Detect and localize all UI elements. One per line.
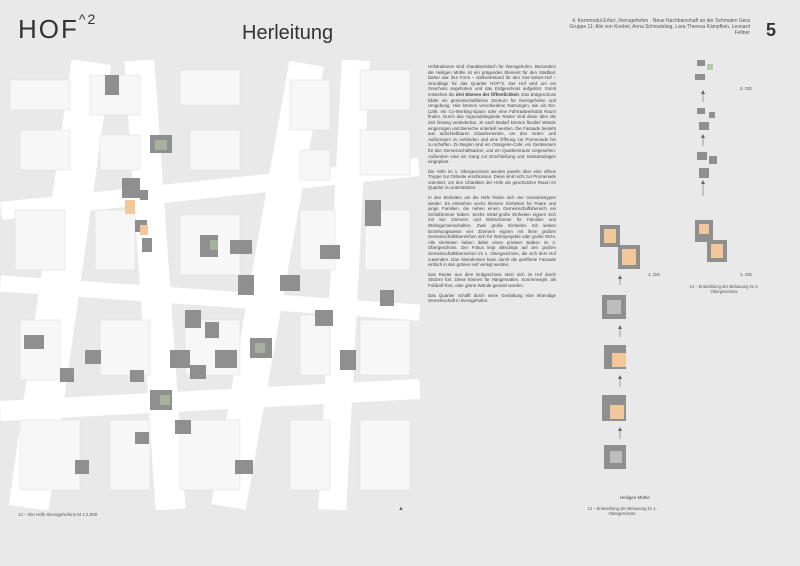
stage-2og-final — [695, 60, 713, 80]
stage-4 — [602, 395, 626, 421]
stage-2 — [602, 295, 626, 319]
stage-1og-base — [695, 220, 727, 262]
label-1og-left: 1. OG — [648, 272, 661, 277]
stage-3 — [604, 345, 626, 369]
logo-superscript: ^2 — [78, 11, 98, 27]
paragraph-4: Das Raster aus dem Erdgeschoss setzt sich im Hof durch Stützen fort. Diese können für Hängematten, Sonnensegel, als Fußball-Tore, oder grüne Wände genutzt werden. — [428, 271, 556, 288]
logo — [18, 11, 98, 45]
label-2og: 2. OG — [740, 86, 753, 91]
paragraph-3: In den Einheiten um die Höfe finden sich vier Grundrisstypen wieder: Es entstehen sechs kleinere Einheiten für Paare und junge Familien, die neben einem Gemeinschaftsbereich ein Schlafzimmer haben. Sechs mittel-große Einheiten eignen sich mit vier Zimmern und Wohnzimmer für Familien und Wohngemeinschaften. Zwei große Einheiten mit sieben beziehungsweise vier Zimmern eignen mit ihren großen Gemeinschaftsbereichen sich für Wohnprojekte oder große WGs. Alle Einheiten haben dabei einen privaten Balkon im 2. Obergeschoss. Der Fokus liegt allerdings auf den großen Gemeinschaftsbereichen im 1. Obergeschoss, die sich dem Hof zuwenden. Das Abendessen kann durch die geöffnete Fassade einfach in den grünen Hof verlegt werden. — [428, 195, 556, 268]
north-arrow-icon: ▲ — [398, 506, 404, 512]
project-info-line1: 4. Kernmodul Erfurt, Ilversgehofen · Neue Nachbarschaft an der Schmalen Gera — [572, 18, 750, 24]
stage-2og-3 — [697, 152, 717, 178]
stage-2og-2 — [697, 108, 715, 130]
description-text — [428, 64, 556, 308]
paragraph-1: Hofstrukturen sind charakteristisch für Ilversgehofen. Besonders die Heiligen Mühle ist ein prägendes Element für den Stadtteil. Daher war ihre Form – stellvertretend für den Vier-Seiten-Hof – Grundlage für das Quartier HOF^2. Der Hof wird um ein Geschoss angehoben und das Erdgeschoss aufgelöst. Somit entstehen die drei Ebenen der Öffentlichkeit. Das Erdgeschoss bildet ein gemeinschaftliches Zentrum für Ilversgehofen und Umgebung. Hier können verschiedene Nutzungen, wie ein Eis-Café, ein Co-Working-Space oder eine Fahrradwerkstatt Raum finden. Durch das zugrundeliegende Raster sind diese über die Zeit hinweg veränderbar. Je nach Bedarf können flexibel Wände eingezogen und Bereiche unterteilt werden. Die Fassade besteht aus aufschiebbaren Glaselementen, um den Innen- und Außenraum zu verbinden und eine Öffnung zur Promenade hin zu schaffen. Zu Beginn sind ein Orangerie-Café, ein Geräteraum für den Gemeinschaftsacker, und ein Quartiersraum vorgesehen. Außerdem sind ein Gang zur Erschließung und Sanitäranlagen eingeplant. — [428, 64, 556, 165]
paragraph-2: Die Höfe im 1. Obergeschoss werden jeweils über eine offene Treppe zur Ostseite erschlossen. Diese sind nicht zur Promenade orientiert, um den Charakter der Höfe als geschützten Raum im Quartier zu unterstützen. — [428, 168, 556, 191]
caption-14: 14 – Entwicklung der Bebauung im 2. Obergeschoss — [689, 284, 759, 294]
diagram-13-development-1og — [590, 215, 660, 515]
stage-1og-final — [600, 225, 640, 269]
caption-13: 13 – Entwicklung der Bebauung im 1. Obergeschoss — [587, 506, 657, 516]
page-title: Herleitung — [242, 22, 334, 44]
paragraph-5: Das Quartier schafft durch seine Gestaltung eine lebendige Gemeinschaft in Ilversgehofen. — [428, 292, 556, 304]
highlight-public-levels: drei Ebenen der Öffentlichkeit — [455, 91, 519, 97]
page-number: 5 — [766, 20, 777, 40]
label-1og-right: 1. OG — [740, 272, 753, 277]
site-map — [0, 60, 420, 510]
logo-text: HOF — [18, 14, 79, 44]
map-caption: 12 – Die Höfe Ilversgehofens M 1:2.000 — [18, 512, 98, 517]
project-info — [560, 18, 750, 36]
diagram-14-development-2og — [685, 60, 735, 300]
project-info-line2: Gruppe 11: Alix von Knebel, Anna Schmalstieg, Lara-Theresa Kämpflein, Leonard Fellner — [569, 24, 750, 36]
label-heiligen-muehle: Heiligen Mühle — [620, 495, 650, 500]
stage-heiligen-muehle — [604, 445, 626, 469]
